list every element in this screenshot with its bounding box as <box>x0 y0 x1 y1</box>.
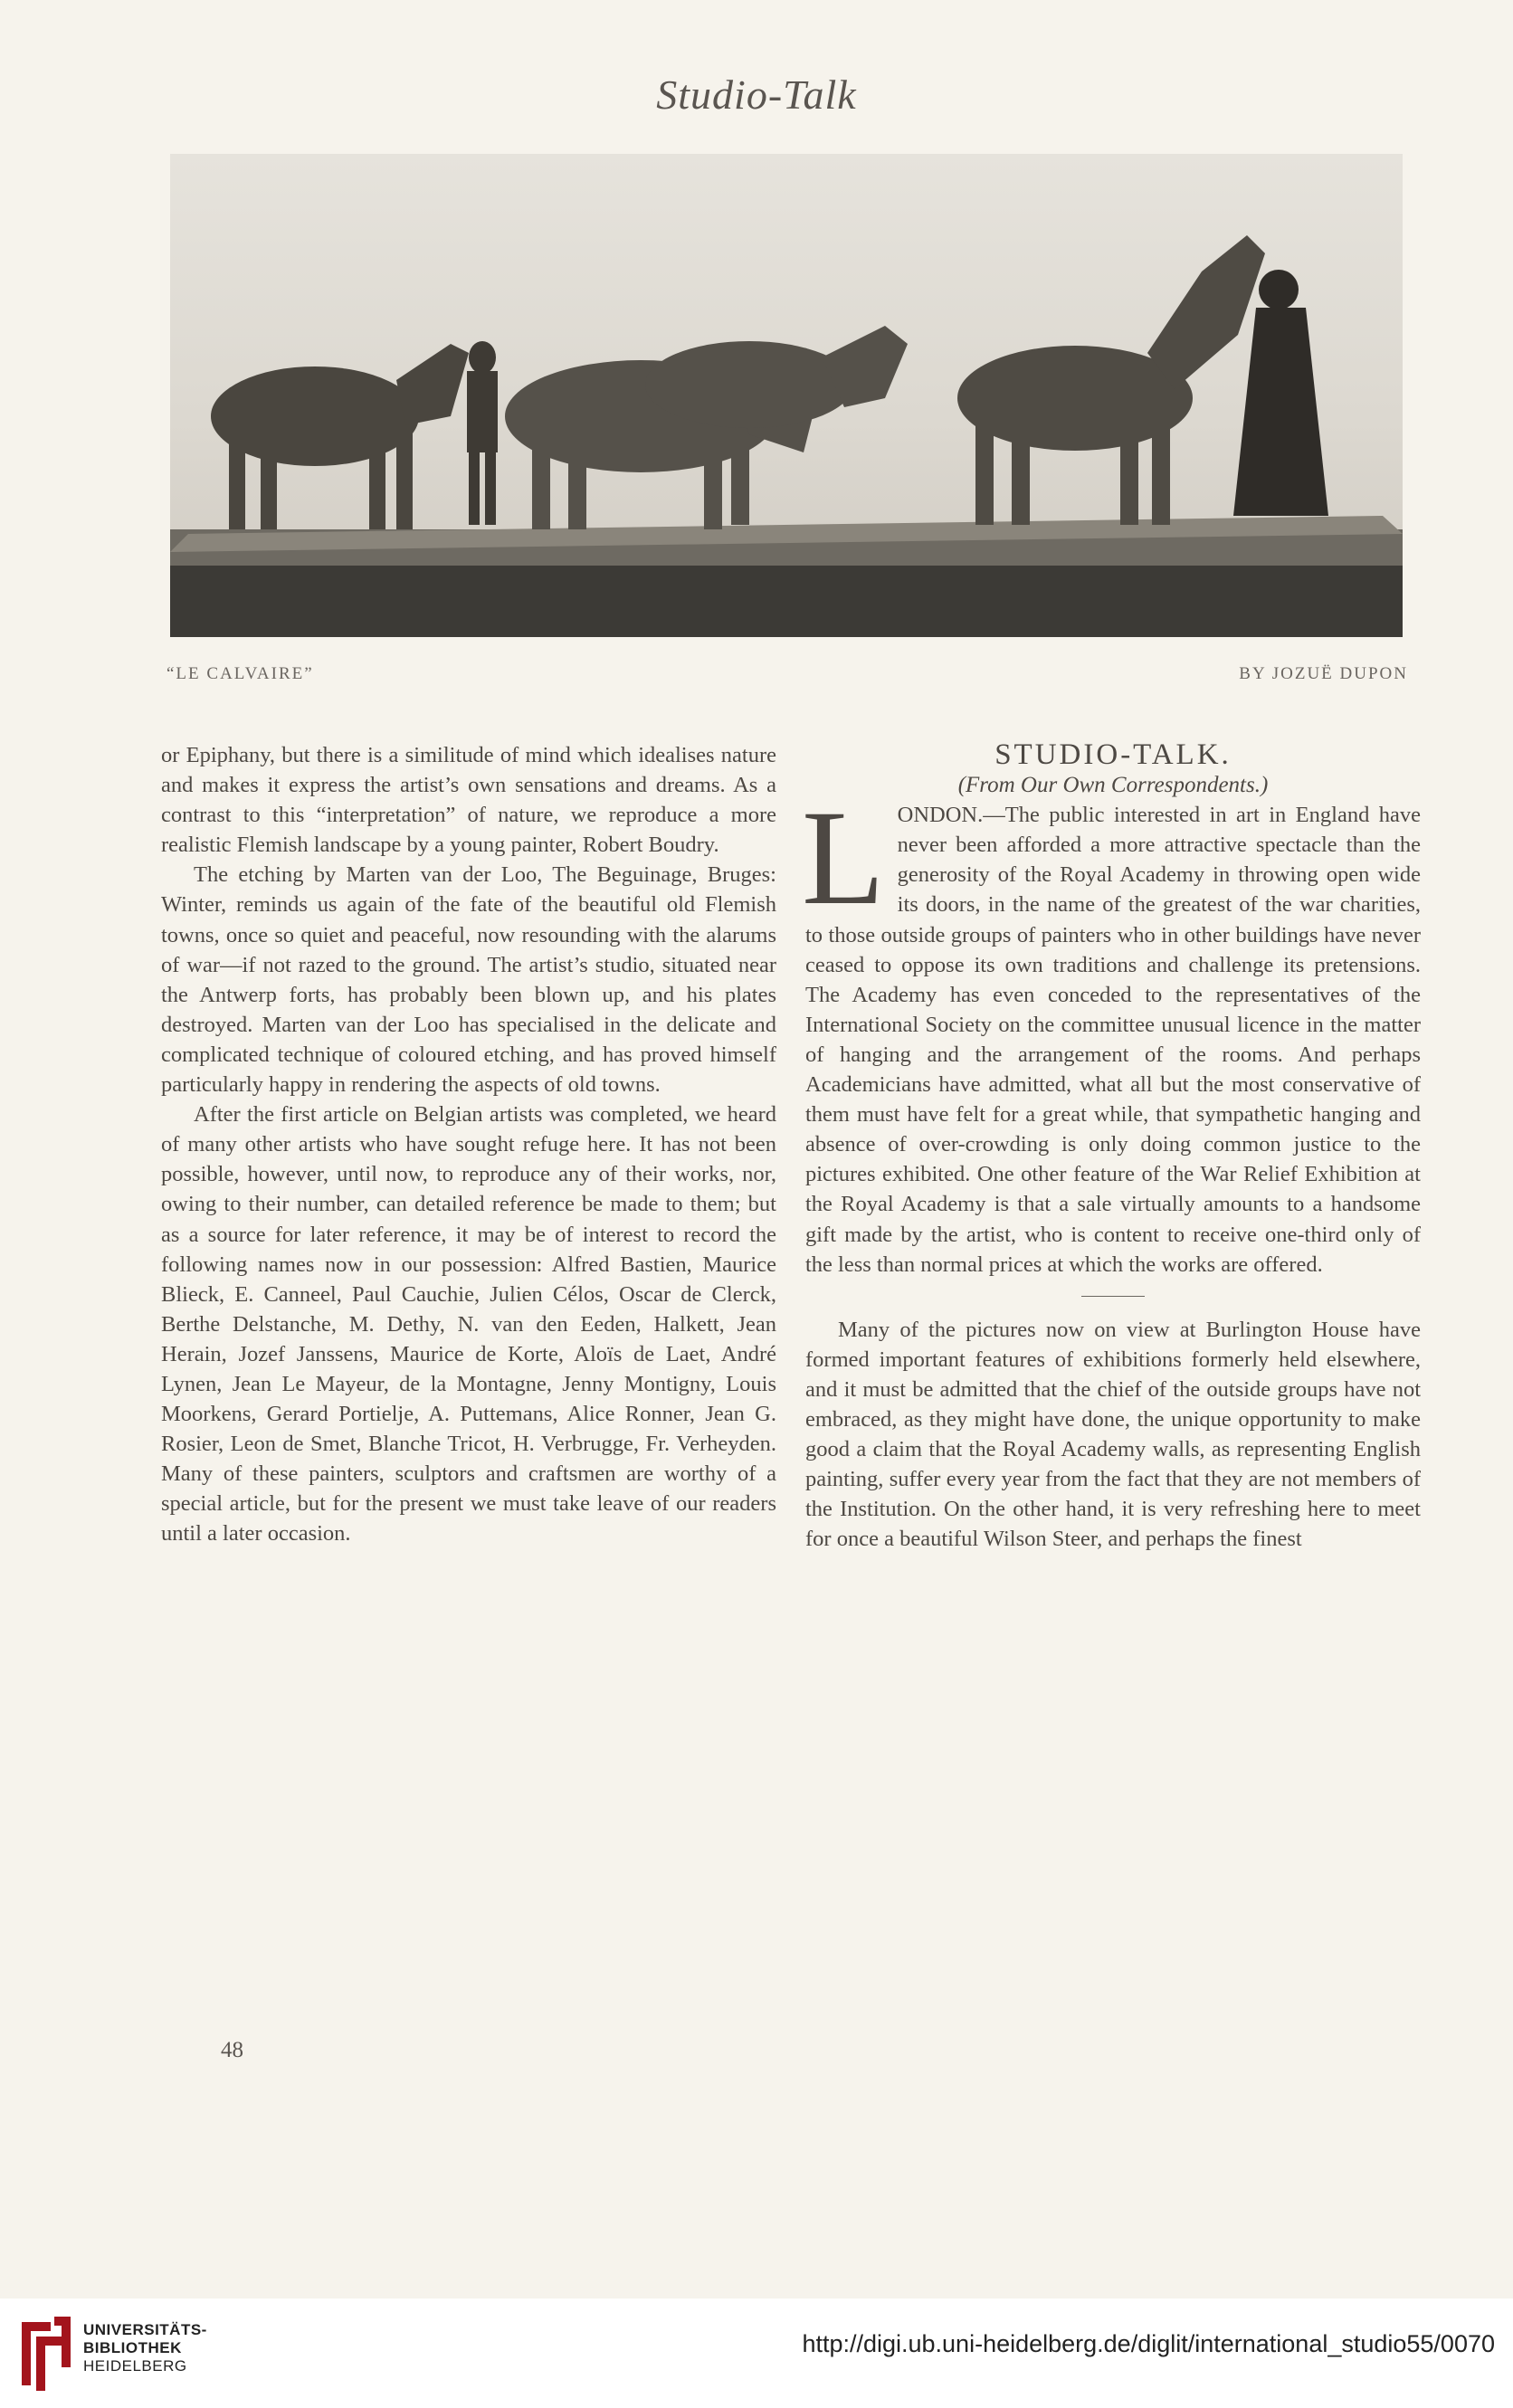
left-paragraph-1: or Epiphany, but there is a similitude of mind which idealises nature and makes it express the artist’s own sensations and dreams. As a contrast to this “interpretation” of nature, we reproduce a more realistic Flemish landscape by a young painter, Robert Boudry. <box>161 743 776 858</box>
library-name-line-1: UNIVERSITÄTS- <box>83 2321 207 2338</box>
left-paragraph-2: The etching by Marten van der Loo, The Beguinage, Bruges: Winter, reminds us again of the fate of the beautiful old Flemish towns, once so quiet and peaceful, now resounding with the alarums of war—if not razed to the ground. The artist’s studio, situated near the Antwerp forts, has probably been blown up, and his plates destroyed. Marten van der Loo has specialised in the delicate and complicated technique of coloured etching, and has proved himself particularly happy in rendering the aspects of old towns. <box>161 862 776 1098</box>
source-url-link[interactable]: http://digi.ub.uni-heidelberg.de/diglit/international_studio55/0070 <box>802 2330 1495 2357</box>
library-name <box>83 2321 207 2375</box>
sculpture-plate-image <box>170 154 1403 637</box>
plate-caption-artist: BY JOZUË DUPON <box>1239 664 1408 683</box>
drop-cap: L <box>802 783 885 934</box>
plate-caption-title: “LE CALVAIRE” <box>167 664 314 683</box>
section-subtitle: (From Our Own Correspondents.) <box>957 773 1269 798</box>
right-column <box>802 738 1421 1554</box>
library-name-line-3: HEIDELBERG <box>83 2357 187 2375</box>
horses-sculpture-illustration <box>170 154 1403 637</box>
left-paragraph-3: After the first article on Belgian artists was completed, we heard of many other artists who have sought refuge here. It has not been possible, however, until now, to reproduce any of their works, nor, owing to their number, can detailed reference be made to them; but as a source for later reference, it may be of interest to record the following names now in our possession: Alfred Bastien, Maurice Blieck, E. Canneel, Paul Cauchie, Julien Célos, Oscar de Clerck, Berthe Delstanche, M. Dethy, N. van den Eeden, Halkett, Jean Herain, Jozef Janssens, Maurice de Korte, Aloïs de Laet, André Lynen, Jean Le Mayeur, de la Montagne, Jenny Montigny, Louis Moorkens, Gerard Portielje, A. Puttemans, Alice Ronner, Jean G. Rosier, Leon de Smet, Blanche Tricot, H. Verbrugge, Fr. Verheyden. Many of these painters, sculptors and craftsmen are worthy of a special article, but for the present we must take leave of our readers until a later occasion. <box>161 1102 776 1547</box>
london-paragraph-text: ONDON.—The public interested in art in England have never been afforded a more attractive spectacle than the generosity of the Royal Academy in throwing open wide its doors, in the name of the greatest of the war charities, to those outside groups of painters who in other buildings have never ceased to oppose its own traditions and challenge its pretensions. The Academy has even conceded to the representatives of the International Society on the committee unusual licence in the matter of hanging and the arrangement of the rooms. And perhaps Academicians have admitted, what all but the most conservative of them must have felt for a great while, that sympathetic hanging and absence of over-crowding is only doing common justice to the pictures exhibited. One other feature of the War Relief Exhibition at the Royal Academy is that a sale virtually amounts to a handsome gift made by the artist, who is content to receive one-third only of the less than normal prices at which the works are offered. <box>805 803 1421 1277</box>
page-number: 48 <box>221 2038 243 2062</box>
running-head: Studio-Talk <box>656 71 857 118</box>
left-column <box>161 740 776 1549</box>
library-logo-icon <box>14 2313 78 2399</box>
section-title: STUDIO-TALK. <box>994 738 1232 771</box>
burlington-paragraph: Many of the pictures now on view at Burlington House have formed important features of exhibitions formerly held elsewhere, and it must be admitted that the chief of the outside groups have not embraced, as they might have done, the unique opportunity to make good a claim that the Royal Academy walls, as representing English painting, suffer every year from the fact that they are not members of the Institution. On the other hand, it is very refreshing here to meet for once a beautiful Wilson Steer, and perhaps the finest <box>805 1317 1421 1552</box>
section-divider <box>1081 1296 1145 1297</box>
library-name-line-2: BIBLIOTHEK <box>83 2339 182 2356</box>
